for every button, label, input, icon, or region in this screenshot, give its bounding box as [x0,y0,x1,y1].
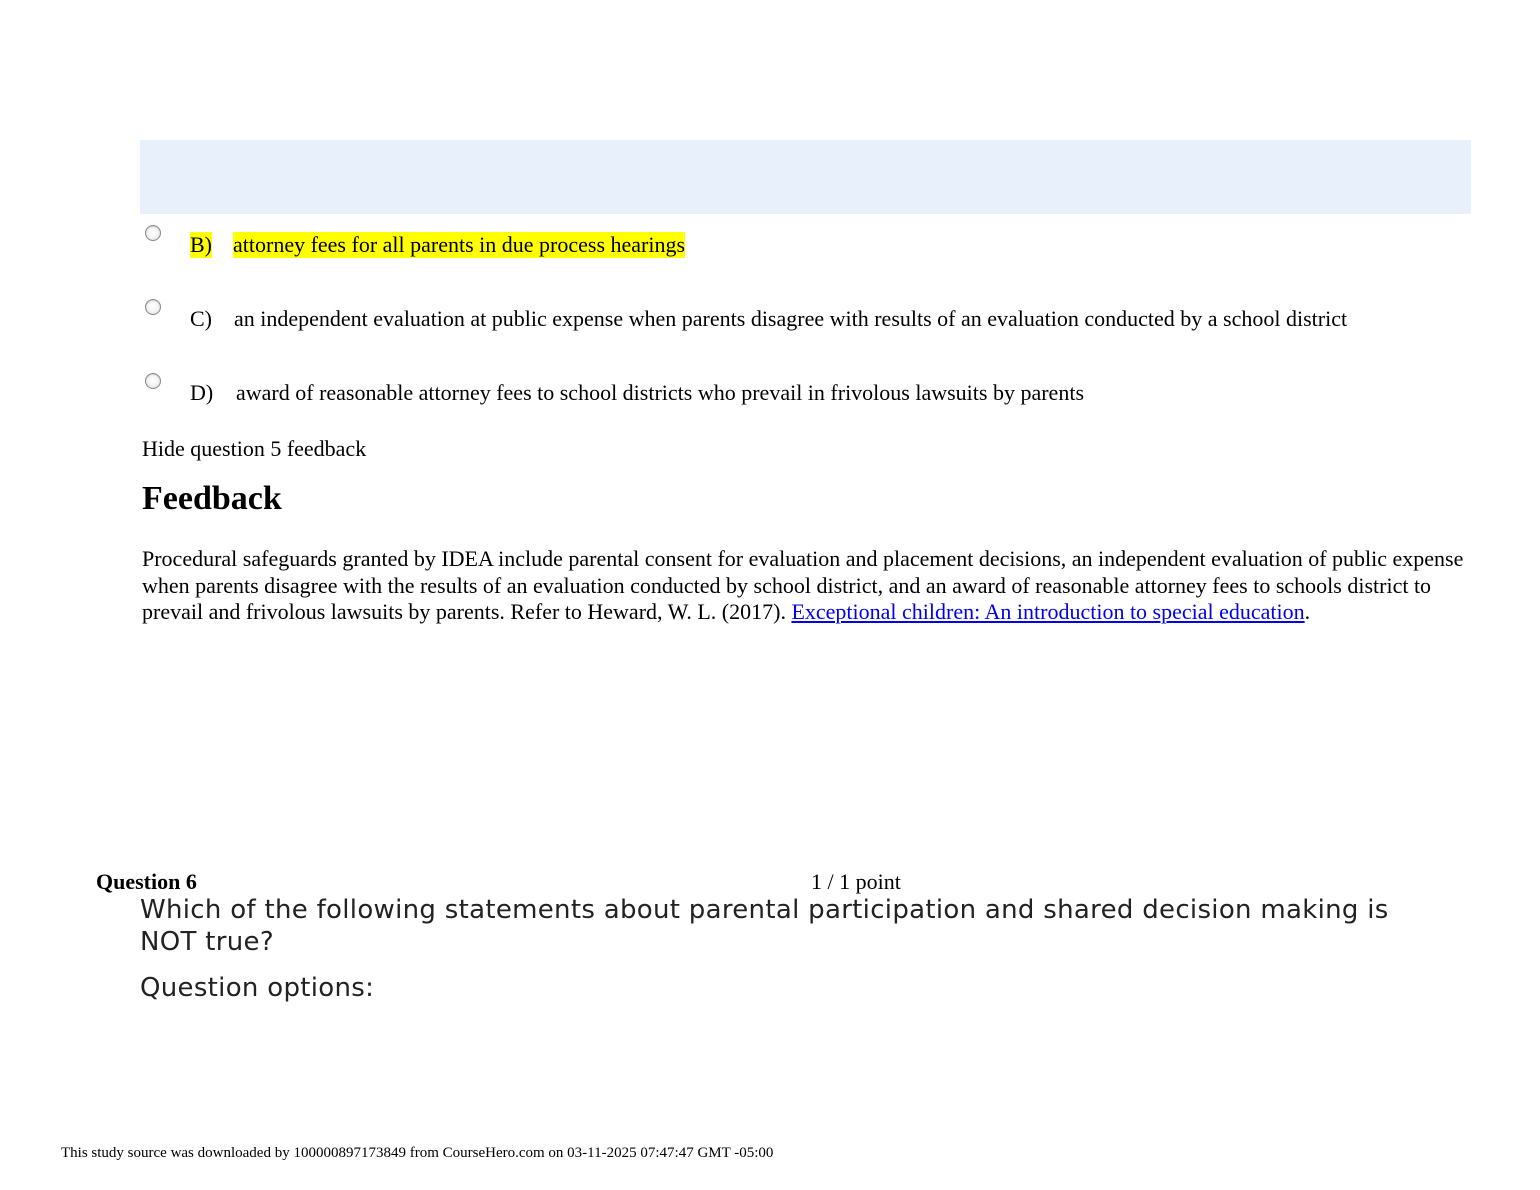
question-text: Which of the following statements about parental participation and shared decision making is NOT true? [140,895,1389,957]
question-title: Question 6 [96,869,197,894]
hide-feedback-link[interactable]: Hide question 5 feedback [142,436,367,461]
radio-button-icon[interactable] [145,299,161,315]
option-text: attorney fees for all parents in due process hearings [233,232,686,257]
option-b[interactable] [145,225,1465,265]
feedback-body [142,546,1467,626]
reference-link[interactable]: Exceptional children: An introduction to special education [791,599,1305,624]
option-letter: C) [190,306,212,331]
feedback-heading: Feedback [142,480,282,517]
radio-button-icon[interactable] [145,225,161,241]
feedback-text: Procedural safeguards granted by IDEA include parental consent for evaluation and placement decisions, an independent evaluation of public expense when parents disagree with the results of an evaluation conducted by school district, and an award of reasonable attorney fees to schools district to prevail and frivolous lawsuits by parents. Refer to Heward, W. L. (2017). [142,546,1464,624]
option-letter: B) [190,232,212,257]
option-text: award of reasonable attorney fees to school districts who prevail in frivolous lawsuits by parents [236,380,1084,405]
option-text: an independent evaluation at public expense when parents disagree with results of an evaluation conducted by a school district [234,306,1348,331]
download-notice: This study source was downloaded by 100000897173849 from CourseHero.com on 03-11-2025 07:47:47 GMT -05:00 [61,1145,774,1161]
question-options-label: Question options: [140,973,375,1003]
option-c[interactable] [145,299,1465,339]
answer-header-band [140,140,1471,214]
option-letter: D) [190,380,214,405]
feedback-trailing: . [1304,599,1311,624]
radio-button-icon[interactable] [145,373,161,389]
option-d[interactable] [145,373,1465,413]
question-points: 1 / 1 point [811,869,901,894]
